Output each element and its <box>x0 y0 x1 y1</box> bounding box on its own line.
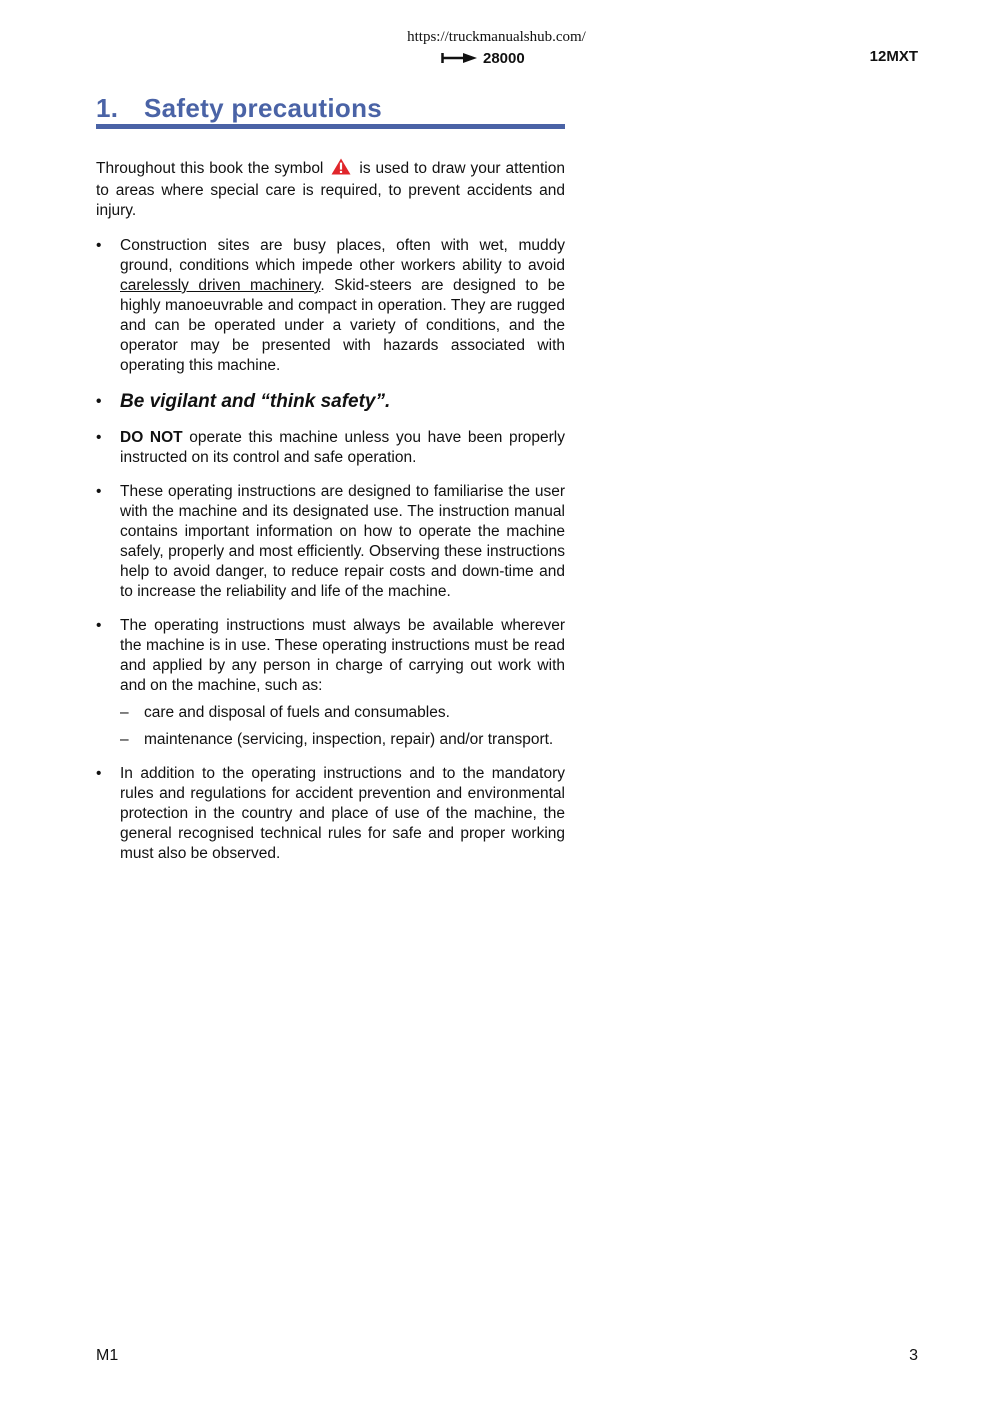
main-content <box>96 158 565 878</box>
source-url[interactable]: https://truckmanualshub.com/ <box>407 29 586 45</box>
b5-sub2-text: maintenance (servicing, inspection, repair) and/or transport. <box>144 731 554 748</box>
list-item <box>96 236 565 376</box>
bullet-mark: • <box>96 237 102 254</box>
b1-text-before: Construction sites are busy places, often with wet, muddy ground, conditions which impede other workers ability to avoid <box>120 237 565 274</box>
bullet-mark: • <box>96 483 102 500</box>
b6-text: In addition to the operating instructions and to the mandatory rules and regulations for accident prevention and environmental protection in the country and place of use of the machine, the general recognised technical rules for safe and proper working must also be observed. <box>120 765 565 862</box>
list-item <box>96 616 565 750</box>
arrow-right-icon <box>441 52 477 64</box>
page-number: 3 <box>909 1347 918 1364</box>
bullet-mark: • <box>96 765 102 782</box>
bullet-mark: • <box>96 429 102 446</box>
b1-underlined-text: carelessly driven machinery <box>120 277 321 294</box>
b3-bold-text: DO NOT <box>120 429 183 446</box>
intro-paragraph <box>96 158 565 221</box>
serial-number: 28000 <box>483 49 525 67</box>
dash-mark: – <box>120 731 129 748</box>
section-title: Safety precautions <box>144 93 383 123</box>
b3-text: operate this machine unless you have been properly instructed on its control and safe operation. <box>120 429 565 466</box>
bullet-mark: • <box>96 393 102 410</box>
serial-reference <box>441 48 525 68</box>
b2-text: Be vigilant and “think safety”. <box>120 391 391 412</box>
intro-text-before: Throughout this book the symbol <box>96 160 324 177</box>
bullet-mark: • <box>96 617 102 634</box>
safety-list <box>96 236 565 864</box>
b1-text-after: . Skid-steers are designed to be highly manoeuvrable and compact in operation. They are rugged and can be operated under a variety of conditions, and the operator may be presented with hazards associated with operating this machine. <box>120 277 565 374</box>
sub-list <box>120 703 565 750</box>
sub-list-item <box>120 730 565 750</box>
list-item <box>96 428 565 468</box>
section-heading <box>96 92 565 129</box>
dash-mark: – <box>120 704 129 721</box>
footer-section-code: M1 <box>96 1347 119 1364</box>
sub-list-item <box>120 703 565 723</box>
warning-triangle-icon <box>331 158 351 181</box>
section-number: 1. <box>96 93 119 123</box>
b5-text: The operating instructions must always be available wherever the machine is in use. These operating instructions must be read and applied by any person in charge of carrying out work with and on the machine, such as: <box>120 617 565 694</box>
list-item <box>96 482 565 602</box>
model-name: 12MXT <box>869 48 918 65</box>
b4-text: These operating instructions are designed to familiarise the user with the machine and its designated use. The instruction manual contains important information on how to operate the machine safely, properly and most efficiently. Observing these instructions help to avoid danger, to reduce repair costs and down-time and to increase the reliability and life of the machine. <box>120 483 565 600</box>
list-item <box>96 764 565 864</box>
list-item <box>96 390 565 414</box>
intro-text-after: is used to draw your attention to areas where special care is required, to prevent accidents and injury. <box>96 160 565 219</box>
b5-sub1-text: care and disposal of fuels and consumables. <box>144 704 450 721</box>
